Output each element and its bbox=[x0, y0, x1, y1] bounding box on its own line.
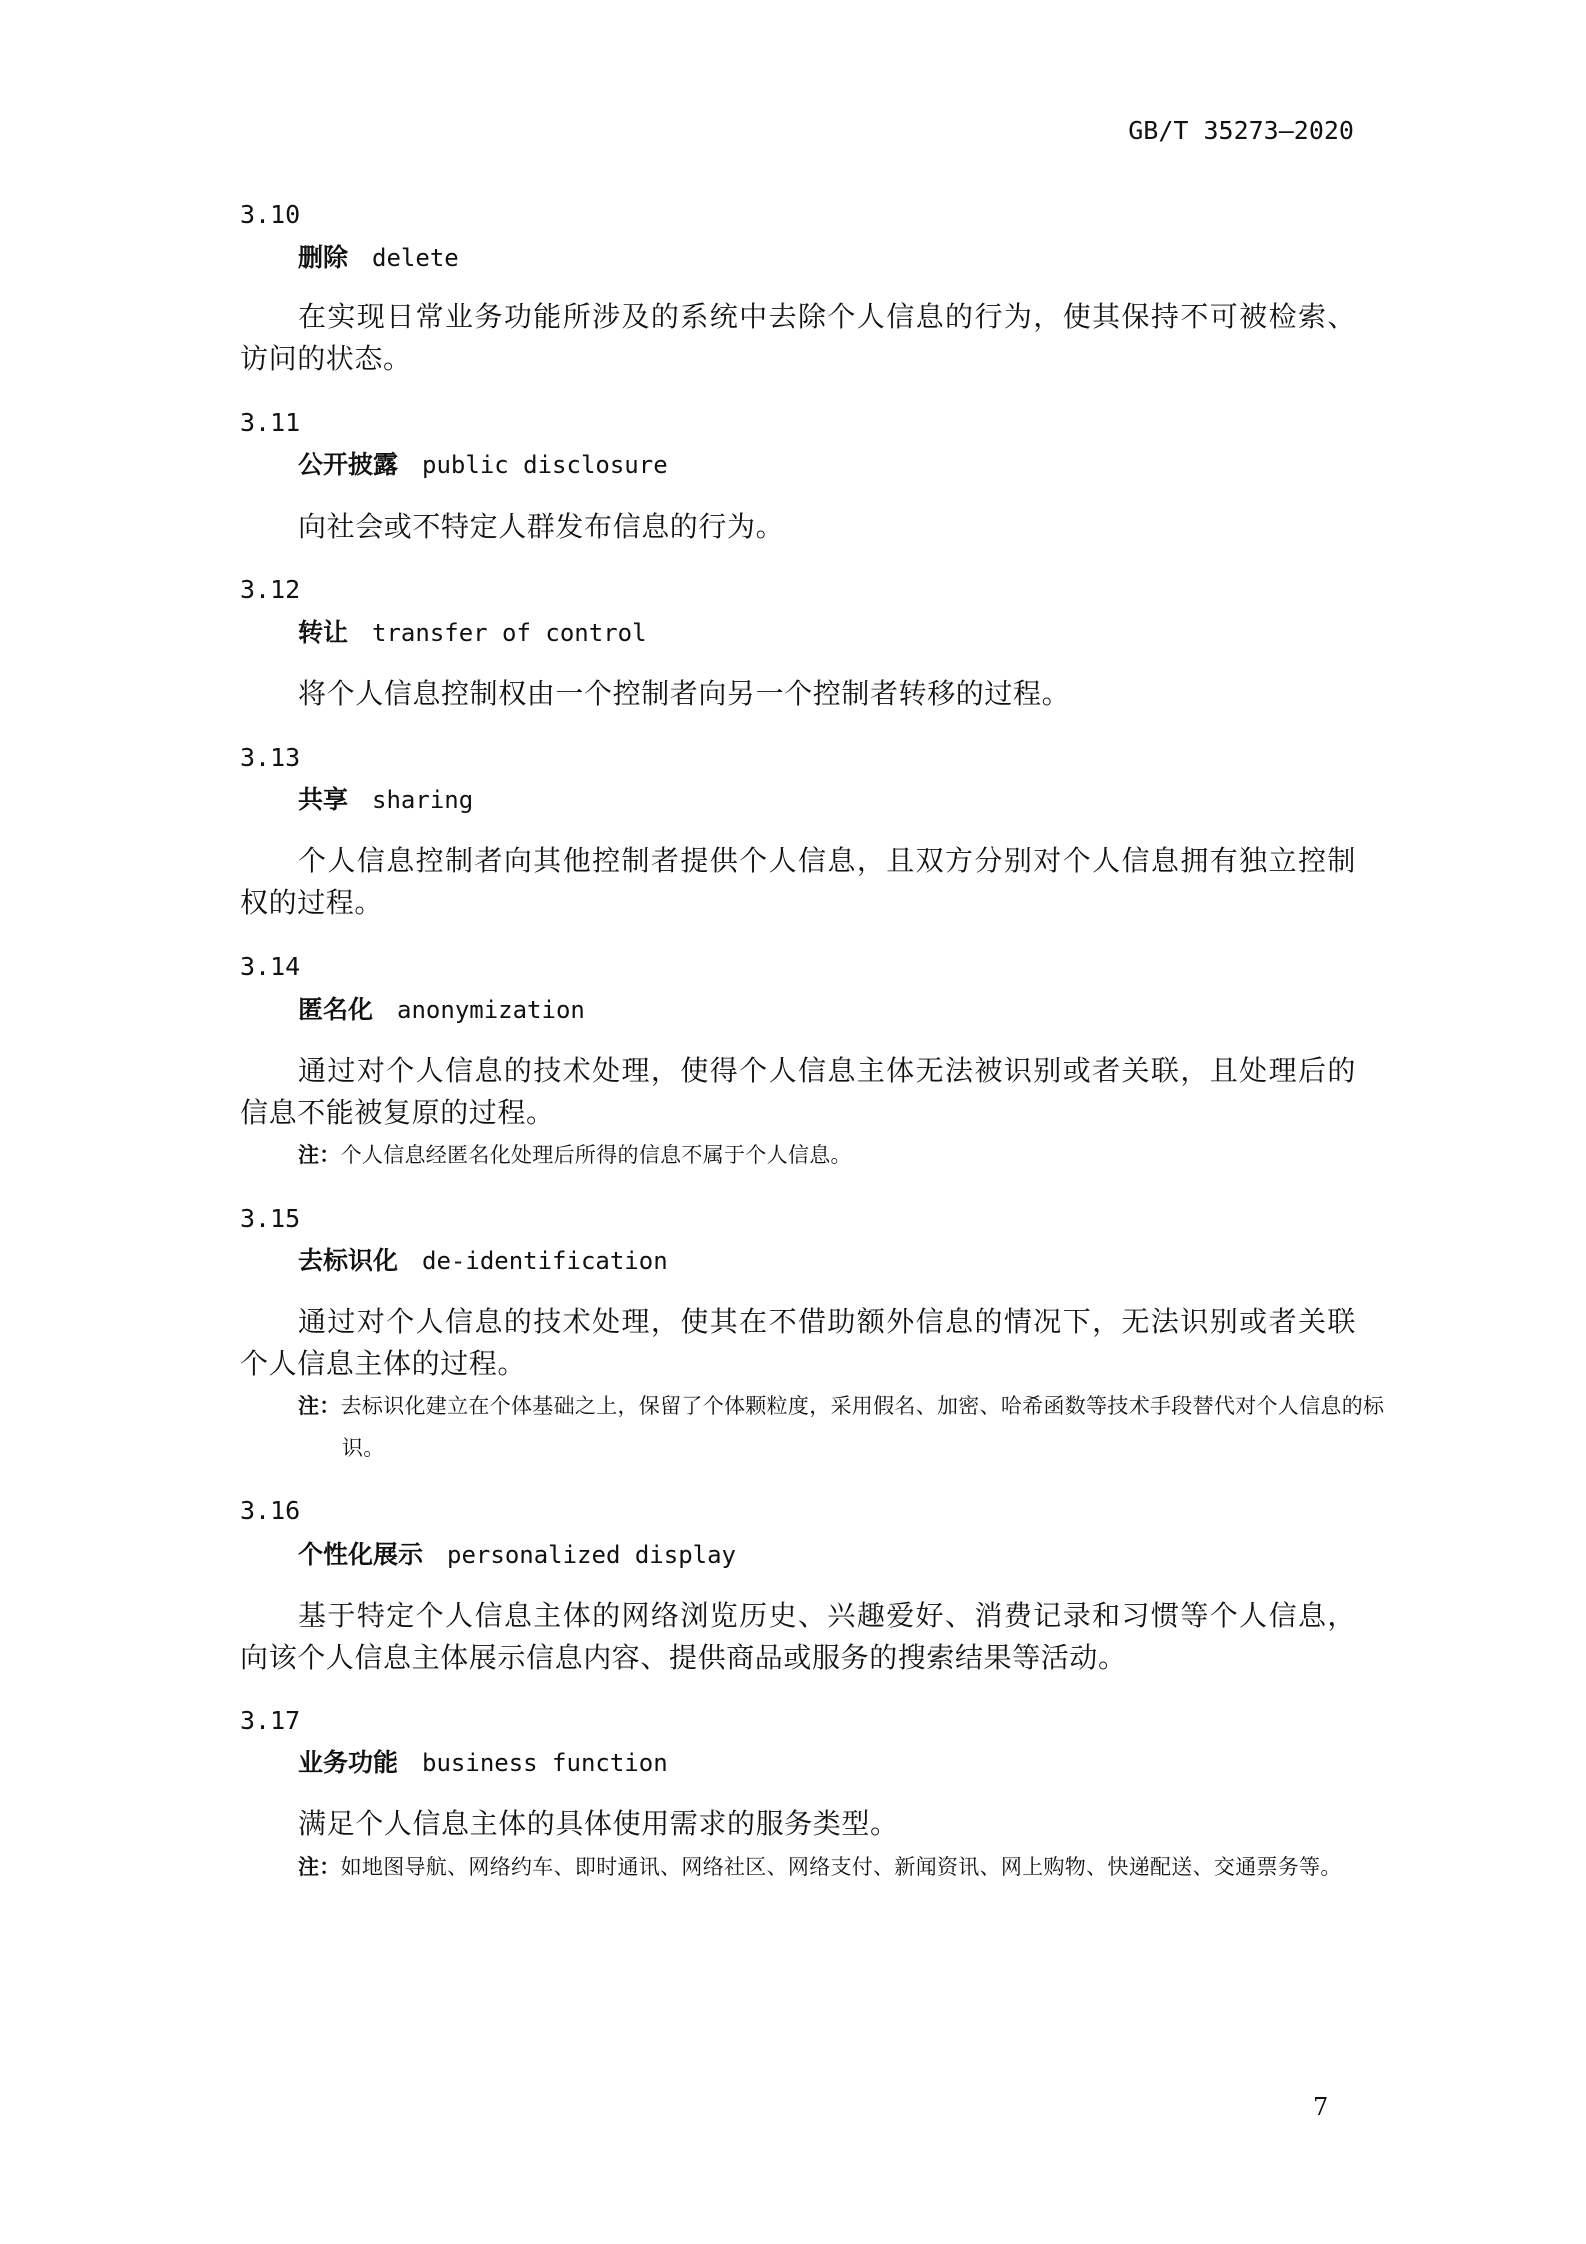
section-number: 3.14 bbox=[240, 952, 301, 981]
note bbox=[298, 1135, 1400, 1177]
note bbox=[298, 1386, 1400, 1469]
term-heading bbox=[298, 785, 1414, 815]
definition: 满足个人信息主体的具体使用需求的服务类型。 bbox=[298, 1807, 899, 1840]
term-en: delete bbox=[372, 244, 459, 272]
section-number: 3.12 bbox=[240, 575, 301, 604]
term-en: business function bbox=[422, 1749, 668, 1777]
term-zh: 匿名化 bbox=[298, 995, 374, 1024]
term-zh: 删除 bbox=[298, 243, 349, 272]
term-zh: 个性化展示 bbox=[298, 1540, 424, 1569]
section-number: 3.17 bbox=[240, 1706, 301, 1735]
note-label: 注： bbox=[298, 1855, 341, 1879]
note-text: 去标识化建立在个体基础之上，保留了个体颗粒度，采用假名、加密、哈希函数等技术手段替代对个人信息的标识。 bbox=[340, 1394, 1385, 1460]
term-heading bbox=[298, 450, 1414, 480]
section-number: 3.16 bbox=[240, 1496, 301, 1525]
definition: 在实现日常业务功能所涉及的系统中去除个人信息的行为，使其保持不可被检索、访问的状态。 bbox=[240, 300, 1356, 375]
term-en: sharing bbox=[372, 786, 474, 814]
term-heading bbox=[298, 1540, 1414, 1570]
section-number: 3.13 bbox=[240, 743, 301, 772]
term-zh: 转让 bbox=[298, 618, 349, 647]
page-number: 7 bbox=[1313, 2093, 1329, 2121]
term-en: de-identification bbox=[422, 1247, 668, 1275]
term-heading bbox=[298, 243, 1414, 273]
definition: 基于特定个人信息主体的网络浏览历史、兴趣爱好、消费记录和习惯等个人信息，向该个人信息主体展示信息内容、提供商品或服务的搜索结果等活动。 bbox=[240, 1599, 1356, 1674]
term-heading bbox=[298, 1748, 1414, 1778]
standard-id-header: GB/T 35273—2020 bbox=[1128, 116, 1354, 145]
definition: 通过对个人信息的技术处理，使其在不借助额外信息的情况下，无法识别或者关联个人信息主体的过程。 bbox=[240, 1305, 1356, 1380]
term-zh: 业务功能 bbox=[298, 1748, 399, 1777]
note-label: 注： bbox=[298, 1143, 341, 1167]
note-label: 注： bbox=[298, 1394, 341, 1418]
section-number: 3.10 bbox=[240, 200, 301, 229]
definition: 将个人信息控制权由一个控制者向另一个控制者转移的过程。 bbox=[298, 677, 1071, 710]
term-zh: 去标识化 bbox=[298, 1246, 399, 1275]
term-zh: 公开披露 bbox=[298, 450, 399, 479]
definition: 个人信息控制者向其他控制者提供个人信息，且双方分别对个人信息拥有独立控制权的过程。 bbox=[240, 844, 1356, 919]
term-heading bbox=[298, 618, 1414, 648]
term-en: personalized display bbox=[447, 1541, 736, 1569]
definition: 通过对个人信息的技术处理，使得个人信息主体无法被识别或者关联，且处理后的信息不能被复原的过程。 bbox=[240, 1054, 1356, 1129]
term-zh: 共享 bbox=[298, 785, 349, 814]
definition: 向社会或不特定人群发布信息的行为。 bbox=[298, 510, 785, 543]
note bbox=[298, 1847, 1400, 1889]
note-text: 个人信息经匿名化处理后所得的信息不属于个人信息。 bbox=[340, 1143, 852, 1167]
term-en: transfer of control bbox=[372, 619, 647, 647]
note-text: 如地图导航、网络约车、即时通讯、网络社区、网络支付、新闻资讯、网上购物、快递配送、交通票务等。 bbox=[340, 1855, 1342, 1879]
term-heading bbox=[298, 1246, 1414, 1276]
section-number: 3.11 bbox=[240, 408, 301, 437]
term-en: public disclosure bbox=[422, 451, 668, 479]
term-en: anonymization bbox=[397, 996, 585, 1024]
section-number: 3.15 bbox=[240, 1204, 301, 1233]
term-heading bbox=[298, 995, 1414, 1025]
